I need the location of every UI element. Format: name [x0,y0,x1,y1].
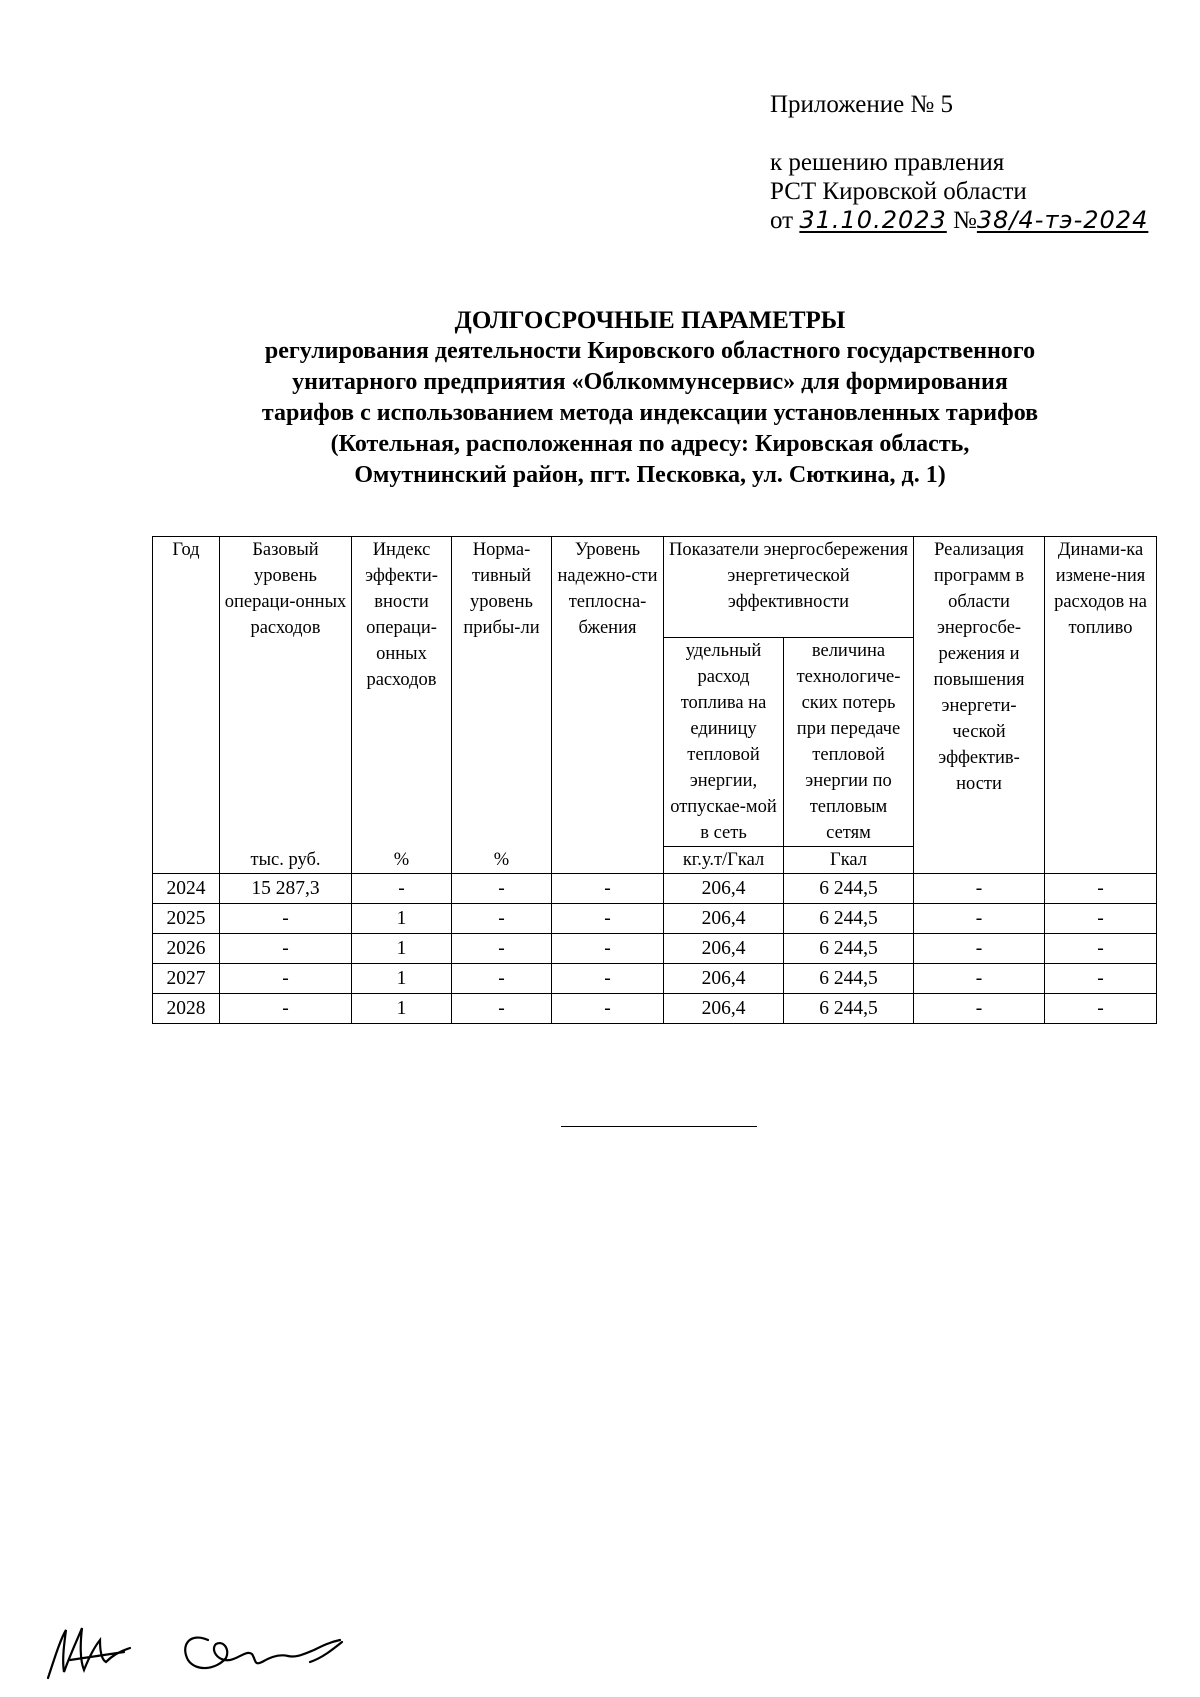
cell-year: 2028 [153,994,220,1024]
appendix-number: Приложение № 5 [770,91,954,118]
header-reliability: Уровень надежно-сти теплосна-бжения [552,537,664,874]
header-base: Базовый уровень операци-онных расходов [220,537,352,847]
cell-reliability: - [552,874,664,904]
cell-profit: - [452,874,552,904]
cell-programs: - [914,904,1045,934]
signature-2 [185,1638,342,1668]
unit-base: тыс. руб. [220,847,352,874]
cell-dynamics: - [1045,964,1157,994]
cell-year: 2024 [153,874,220,904]
header-year: Год [153,537,220,874]
cell-base: 15 287,3 [220,874,352,904]
end-separator-line [561,1126,757,1127]
from-prefix: от [770,207,794,234]
table-row [153,934,1157,964]
cell-fuel: 206,4 [664,934,784,964]
header-energy-group: Показатели энергосбережения энергетической эффективности [664,537,914,638]
cell-dynamics: - [1045,874,1157,904]
appendix-block [770,90,1148,235]
header-fuel: удельный расход топлива на единицу тепловой энергии, отпускае-мой в сеть [664,638,784,847]
cell-losses: 6 244,5 [784,934,914,964]
signature-1 [48,1628,130,1678]
cell-losses: 6 244,5 [784,994,914,1024]
cell-programs: - [914,994,1045,1024]
table-row [153,964,1157,994]
header-row-1 [153,537,1157,638]
title-line-5: Омутнинский район, пгт. Песковка, ул. Сюткина, д. 1) [354,462,946,488]
header-profit: Норма-тивный уровень прибы-ли [452,537,552,847]
table-row [153,874,1157,904]
cell-dynamics: - [1045,994,1157,1024]
signatures [40,1600,360,1690]
cell-index: 1 [352,904,452,934]
cell-index: - [352,874,452,904]
cell-profit: - [452,994,552,1024]
title-line-1: регулирования деятельности Кировского областного государственного [264,338,1036,364]
title-heading: ДОЛГОСРОЧНЫЕ ПАРАМЕТРЫ [454,307,846,334]
header-dynamics: Динами-ка измене-ния расходов на топливо [1045,537,1157,874]
cell-fuel: 206,4 [664,994,784,1024]
number-prefix: № [953,207,977,234]
cell-index: 1 [352,994,452,1024]
cell-base: - [220,904,352,934]
table-row [153,994,1157,1024]
cell-fuel: 206,4 [664,874,784,904]
cell-year: 2027 [153,964,220,994]
cell-programs: - [914,874,1045,904]
cell-profit: - [452,934,552,964]
cell-programs: - [914,934,1045,964]
unit-fuel: кг.у.т/Гкал [664,847,784,874]
header-losses: величина технологиче-ских потерь при передаче тепловой энергии по тепловым сетям [784,638,914,847]
decision-number: 38/4-тэ-2024 [976,206,1149,234]
cell-index: 1 [352,934,452,964]
header-programs: Реализация программ в области энергосбе-режения и повышения энергети-ческой эффектив-ности [914,537,1045,874]
cell-profit: - [452,964,552,994]
cell-fuel: 206,4 [664,904,784,934]
cell-year: 2025 [153,904,220,934]
unit-losses: Гкал [784,847,914,874]
cell-year: 2026 [153,934,220,964]
cell-index: 1 [352,964,452,994]
table-row [153,904,1157,934]
cell-dynamics: - [1045,934,1157,964]
appendix-line-1: к решению правления [770,149,1005,176]
cell-programs: - [914,964,1045,994]
appendix-line-2: РСТ Кировской области [770,178,1027,205]
cell-fuel: 206,4 [664,964,784,994]
header-index: Индекс эффекти-вности операци-онных расходов [352,537,452,847]
title-line-2: унитарного предприятия «Облкоммунсервис» для формирования [292,369,1008,395]
unit-index: % [352,847,452,874]
cell-dynamics: - [1045,904,1157,934]
document-title [100,305,1200,491]
cell-reliability: - [552,994,664,1024]
cell-losses: 6 244,5 [784,904,914,934]
title-line-3: тарифов с использованием метода индексации установленных тарифов [261,400,1039,426]
cell-losses: 6 244,5 [784,874,914,904]
decision-date: 31.10.2023 [799,206,947,234]
cell-reliability: - [552,964,664,994]
cell-base: - [220,934,352,964]
cell-losses: 6 244,5 [784,964,914,994]
title-line-4: (Котельная, расположенная по адресу: Кировская область, [330,431,970,457]
cell-reliability: - [552,934,664,964]
cell-reliability: - [552,904,664,934]
cell-base: - [220,964,352,994]
appendix-spacer [770,119,1148,148]
cell-base: - [220,994,352,1024]
cell-profit: - [452,904,552,934]
appendix-date-line [770,206,1148,235]
parameters-table [152,536,1157,1024]
unit-profit: % [452,847,552,874]
